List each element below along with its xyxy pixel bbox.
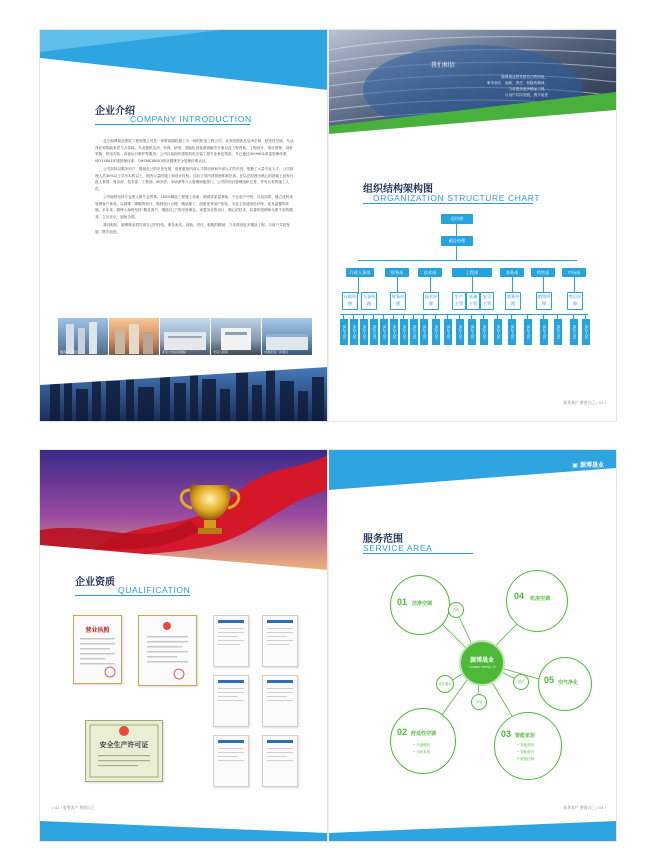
org-staff-box: 岗位人员 [554,319,562,345]
service-sub-item: • 暖通控制 [517,757,535,761]
cert-title: 安全生产许可证 [99,741,149,749]
service-air-purify [538,657,592,711]
org-role: 行政经理 [342,292,358,310]
org-connector [358,260,577,261]
section-title-cn: 企业介绍 [95,106,135,117]
org-staff-box: 岗位人员 [410,319,418,345]
org-staff-box: 岗位人员 [540,319,548,345]
service-sub-item: • 智能照明 [517,743,535,747]
hero-text-line: 力求建设更多精品工程， [508,87,548,91]
org-dept-market: 市场部 [562,268,586,277]
org-staff-box: 岗位人员 [340,319,348,345]
city-skyline-banner [40,361,328,421]
project-photo [262,318,312,355]
photo-caption: 北京人民院 [213,350,229,354]
org-staff-box: 岗位人员 [524,319,532,345]
service-comfort-ac [390,708,456,774]
title-underline [95,124,250,125]
org-staff-box: 岗位人员 [444,319,452,345]
section-title-en: SERVICE AREA [363,543,433,553]
node-install: 安装 [471,694,487,710]
page-fold [327,450,329,841]
org-ceo: 总经理 [441,214,473,224]
org-role: 商务经理 [505,292,521,310]
org-dept-business: 商务部 [500,268,524,277]
iso-cert [262,675,298,727]
page-service-area [328,450,616,841]
org-role: 技术经理 [423,292,439,310]
org-dept-admin: 行政人事部 [346,268,374,277]
org-dept-finance: 财务部 [385,268,409,277]
service-label: 智能家居 [515,733,536,739]
project-photo [109,318,159,355]
org-staff-box: 岗位人员 [480,319,488,345]
qualification-cert [138,615,197,686]
hero-heading: 我们相信 [431,62,456,69]
org-staff-box: 岗位人员 [390,319,398,345]
service-label: 空气净化 [558,680,579,686]
org-dept-engineering: 工程部 [452,268,492,277]
section-title-en: QUALIFICATION [118,585,191,595]
org-role: 售后经理 [567,292,583,310]
iso-cert [213,735,249,787]
org-staff-box: 岗位人员 [420,319,428,345]
service-label: 机房空调 [530,596,551,602]
service-number: 01 [397,597,408,607]
photo-caption: 北京大学运动国际 [162,350,187,354]
page-footer: 服务客户 增值自己 / 03 / [563,805,606,810]
service-sub-item: • 多联系统 [413,750,431,754]
cert-title: 营业执照 [85,627,110,634]
org-role: 销售经理 [536,292,552,310]
section-title-en: COMPANY INTRODUCTION [130,114,252,124]
service-clean-ac [390,575,450,635]
page-company-intro [40,30,328,421]
org-staff-box: 岗位人员 [582,319,590,345]
section-title-cn: 服务范围 [363,534,403,545]
org-role: 人事经理 [361,292,377,310]
hub-name: 源博晟业 [469,657,494,664]
org-staff-box: 岗位人员 [360,319,368,345]
footer-band [328,821,616,841]
org-staff-box: 岗位人员 [380,319,388,345]
iso-cert [262,615,298,667]
safety-production-license [85,720,163,782]
section-title-en: ORGANIZATION STRUCTURE CHART [373,193,541,203]
service-label: 洁净空调 [412,601,433,607]
org-staff-box: 岗位人员 [494,319,502,345]
brochure-spread-2 [40,450,616,841]
org-staff-box: 岗位人员 [350,319,358,345]
org-dept-sales: 销售部 [531,268,555,277]
intro-paragraph: 北京源博晟业建筑工程有限公司是一家集前期机施工为一体的机电工程公司，业务范围涉及洁净空调、舒适性空调、气动净化和智能家居几大领域。专业提供洁净、环保、舒适、智能化设备系统解决方案以及工程咨询、工程设计、项目管理、设备采购、机电安装、设备运行维护等服务。公司目前拥有建筑机电安装工程专业承包资质，并已通过ISO9001质量管理体系、ISO14001环境管理体系、OHSMS18001职业健康安全管理体系认证。 [95,139,294,163]
title-underline [75,595,190,596]
project-photo [211,318,261,355]
page-footer: / 02 / 服务客户 增值自己 [52,805,95,810]
logo-icon: ▣ [572,462,580,469]
org-vice-ceo: 副总经理 [441,236,473,246]
center-hub [459,640,505,686]
org-role: 财务经理 [390,292,406,310]
org-connector [456,246,457,261]
node-maintain: 维护 [513,674,529,690]
node-design: 设计服务 [436,675,454,693]
hero-text [398,74,548,98]
service-number: 04 [514,591,525,601]
section-title-cn: 组织结构架构图 [363,184,433,195]
trophy-banner [40,450,328,570]
service-number: 03 [501,729,512,739]
brand-name: 源博晟业 [579,462,604,469]
org-staff-box: 岗位人员 [370,319,378,345]
project-photo [58,318,108,355]
node-consult: 咨询 [448,602,464,618]
service-number: 05 [544,675,555,685]
org-staff-box: 岗位人员 [570,319,578,345]
hero-text-line: 与用户共同发展，携手前进 [504,93,548,97]
page-fold [327,30,329,421]
intro-paragraph: 我们相信，源博晟业将凭借自己的经验，事务表实，创新、责任、积极的精神，力求建设更多精品工程，与用户共同发展，携手前进。 [95,223,290,234]
service-label: 舒适性空调 [411,731,437,737]
iso-cert [213,675,249,727]
intro-paragraph: 公司坚持以服务用户、增值自己的宗旨发展，高度重视内部人才的培养和外部人才的引进，集聚了大量专业人才，公司管理人员30%以上学历本科以上，拥有大量的施工和设计经验。目前公司内部管理体制完善，在以总经理为核心的基础上设有行政人事部、财务部、技术部、工程部、商务部、市场部等六大管理职能部门，公司的项目管理组织完善、并有自有的施工人员。 [95,167,294,191]
org-staff-box: 岗位人员 [432,319,440,345]
section-title-cn: 企业资质 [75,577,115,588]
hero-text-line: 事务表实、创新、责任、积极的精神， [486,81,548,85]
project-photo [160,318,210,355]
service-number: 02 [397,727,408,737]
page-footer: 服务客户 增值自己 / 01 / [563,400,606,405]
intro-text [95,138,295,237]
org-staff-box: 岗位人员 [508,319,516,345]
org-staff-box: 岗位人员 [456,319,464,345]
org-role: 质量主管 [466,292,480,310]
brochure-spread-1 [40,30,616,421]
service-sub-item: • 冷凌暖机 [413,743,431,747]
title-underline [363,203,533,204]
hero-text-line: 源博晟业将凭借自己的经验， [501,75,548,79]
photo-caption: 中国安家厂首项目 [264,350,289,354]
business-license-cert [73,615,122,684]
iso-cert [262,735,298,787]
iso-cert [213,615,249,667]
intro-paragraph: 公司始终坚持专业的人做专业的事，100%精品工程施工信条，做到零质量事故，不让用户中伤，以优质的、健立成科来管理客户体验，以减排、降碳的设计，做到设计合理，精品施工，创建优秀用户体验，为业主营造绿色环保、优美温馨的环境。多年来，源博人始终坚持“服务客户，增值自己”的经营理念，秉着务实的设计，精心的技术，轻幕的管理和无微不至的服务，立足北京，福射全国。 [95,195,293,219]
org-connector [456,224,457,236]
footer-band [40,821,328,841]
service-smart-home [494,712,562,780]
org-dept-tech: 技术部 [418,268,442,277]
service-sub-item: • 智能窗帘 [517,750,535,754]
org-staff-box: 岗位人员 [400,319,408,345]
org-role: 生产主管 [452,292,466,310]
photo-caption: 服务小区项目 [60,350,79,354]
org-staff-box: 岗位人员 [468,319,476,345]
service-room-ac [506,570,568,632]
hub-subtitle: YUANBO SHENG YE [468,665,496,669]
page-qualification [40,450,328,841]
page-org-chart [328,30,616,421]
org-role: 安全主管 [480,292,494,310]
